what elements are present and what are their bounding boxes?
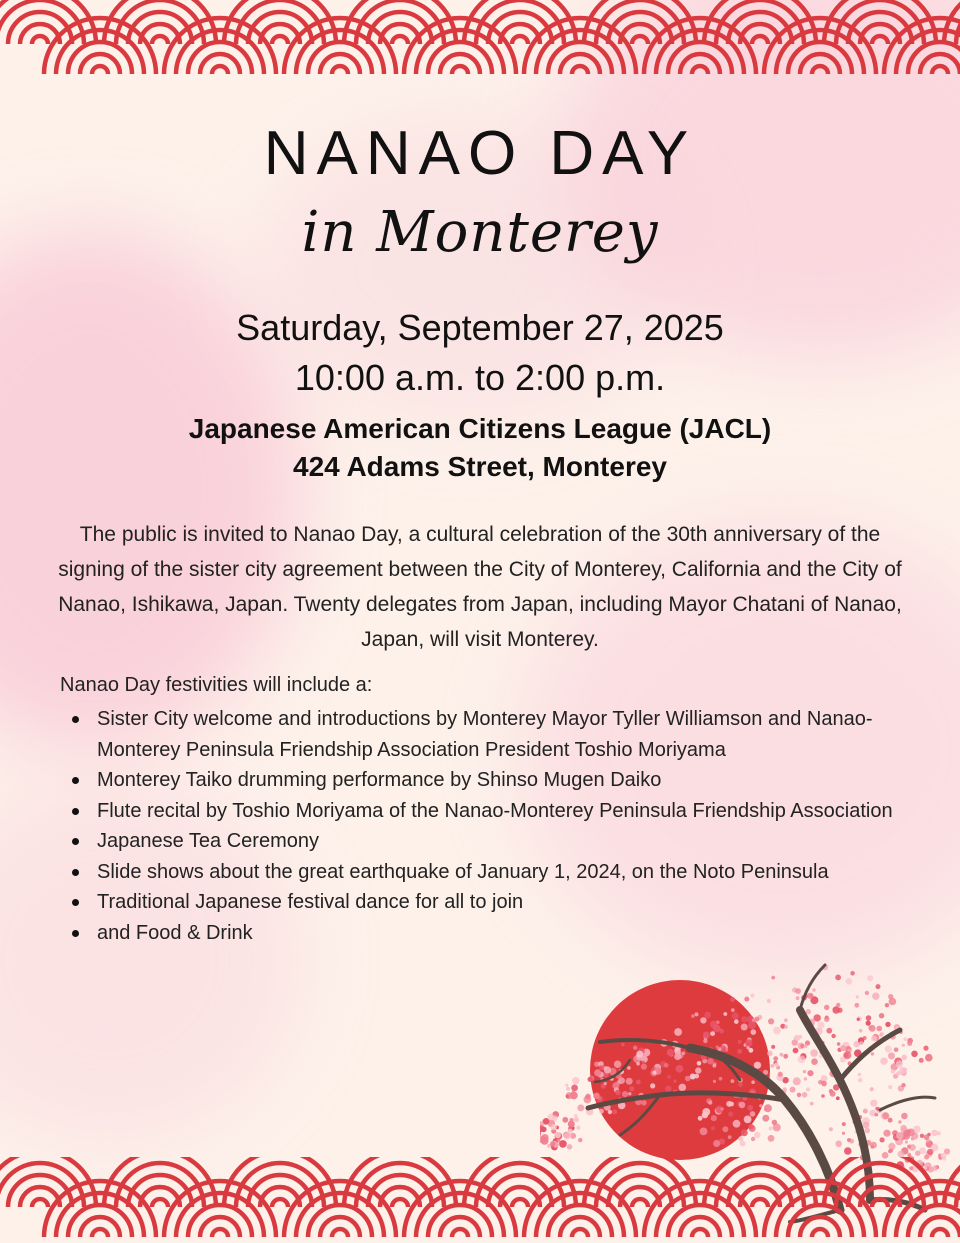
event-time: 10:00 a.m. to 2:00 p.m. [294,357,666,398]
list-item: Traditional Japanese festival dance for all to join [60,887,940,918]
event-date: Saturday, September 27, 2025 [236,307,724,348]
list-item: Slide shows about the great earthquake of January 1, 2024, on the Noto Peninsula [60,857,940,888]
festivities-heading: Nanao Day festivities will include a: [60,674,373,696]
list-item: Japanese Tea Ceremony [60,826,940,857]
seigaiha-wave-border-top-icon [0,0,960,80]
event-description: The public is invited to Nanao Day, a cultural celebration of the 30th anniversary of the signing of the sister city agreement between the City of Monterey, California and the City of Nanao, Ishikawa, Japan. Twenty delegates from Japan, including Mayor Chatani of Nanao, Japan, will visit Monterey. [58,523,902,651]
list-item: Monterey Taiko drumming performance by Shinso Mugen Daiko [60,765,940,796]
list-item: and Food & Drink [60,918,940,949]
festivities-list [60,704,940,948]
seigaiha-wave-border-bottom-icon [0,1157,960,1243]
list-item: Sister City welcome and introductions by Monterey Mayor Tyller Williamson and Nanao-Monterey Peninsula Friendship Association President Toshio Moriyama [60,704,940,765]
page-title: NANAO DAY [263,119,697,188]
event-address: 424 Adams Street, Monterey [293,451,667,482]
event-venue: Japanese American Citizens League (JACL) [188,413,772,444]
page-subtitle: in Monterey [301,200,659,265]
list-item: Flute recital by Toshio Moriyama of the Nanao-Monterey Peninsula Friendship Association [60,796,940,827]
